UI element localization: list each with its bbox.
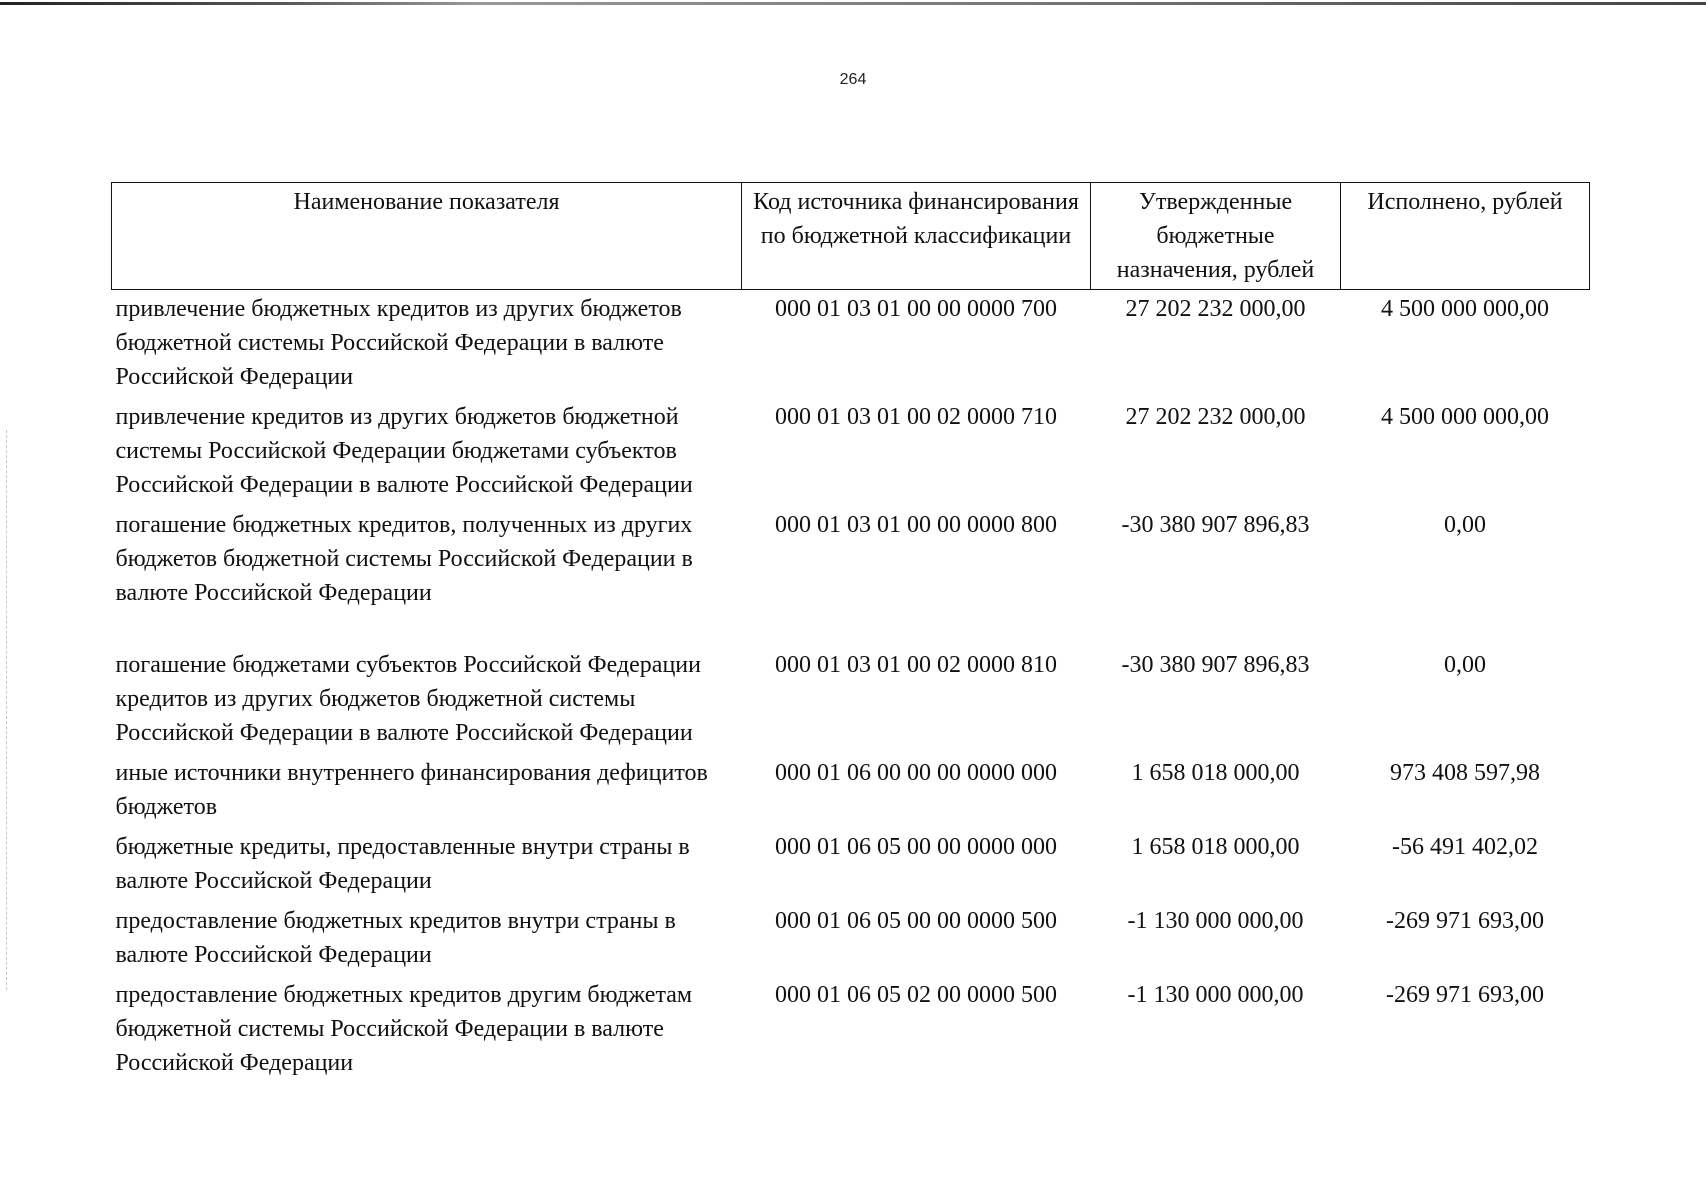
- row-executed-amount: -269 971 693,00: [1386, 982, 1544, 1008]
- row-approved-amount: 27 202 232 000,00: [1125, 296, 1306, 322]
- row-executed-amount: -56 491 402,02: [1392, 834, 1538, 860]
- budget-sources-table: [111, 182, 1590, 1084]
- row-source-code: 000 01 06 05 00 00 0000 500: [775, 908, 1057, 934]
- row-approved-amount: 1 658 018 000,00: [1131, 760, 1300, 786]
- row-source-code: 000 01 03 01 00 02 0000 810: [775, 652, 1057, 678]
- row-indicator-name: предоставление бюджетных кредитов внутри страны в валюте Российской Федерации: [115, 908, 676, 968]
- table-header: [112, 183, 1590, 290]
- row-indicator-name: погашение бюджетами субъектов Российской Федерации кредитов из других бюджетов бюджетной системы Российской Федерации в валюте Российской Федерации: [115, 652, 701, 746]
- row-indicator-name: привлечение кредитов из других бюджетов бюджетной системы Российской Федерации бюджетами субъектов Российской Федерации в валюте Российской Федерации: [115, 404, 693, 498]
- row-approved-amount: 1 658 018 000,00: [1131, 834, 1300, 860]
- row-executed-amount: 4 500 000 000,00: [1381, 296, 1549, 322]
- row-executed-amount: 0,00: [1444, 512, 1486, 538]
- row-approved-amount: -30 380 907 896,83: [1121, 652, 1310, 678]
- row-indicator-name: иные источники внутреннего финансирования дефицитов бюджетов: [115, 760, 708, 820]
- row-source-code: 000 01 03 01 00 00 0000 800: [775, 512, 1057, 538]
- page-number: 264: [839, 71, 867, 88]
- table-row: [112, 976, 1590, 1084]
- row-executed-amount: 4 500 000 000,00: [1381, 404, 1549, 430]
- row-approved-amount: 27 202 232 000,00: [1125, 404, 1306, 430]
- table-row: [112, 754, 1590, 828]
- row-source-code: 000 01 03 01 00 02 0000 710: [775, 404, 1057, 430]
- row-source-code: 000 01 03 01 00 00 0000 700: [775, 296, 1057, 322]
- row-executed-amount: 0,00: [1444, 652, 1486, 678]
- row-executed-amount: -269 971 693,00: [1386, 908, 1544, 934]
- row-approved-amount: -1 130 000 000,00: [1127, 908, 1304, 934]
- row-source-code: 000 01 06 05 00 00 0000 000: [775, 834, 1057, 860]
- row-approved-amount: -30 380 907 896,83: [1121, 512, 1310, 538]
- row-indicator-name: предоставление бюджетных кредитов другим бюджетам бюджетной системы Российской Федерации в валюте Российской Федерации: [115, 982, 693, 1076]
- table-row: [112, 398, 1590, 506]
- row-approved-amount: -1 130 000 000,00: [1127, 982, 1304, 1008]
- row-indicator-name: привлечение бюджетных кредитов из других бюджетов бюджетной системы Российской Федерации в валюте Российской Федерации: [115, 296, 682, 390]
- header-source-code: Код источника финансирования по бюджетной классификации: [742, 183, 1091, 290]
- table-row: [112, 828, 1590, 902]
- row-source-code: 000 01 06 00 00 00 0000 000: [775, 760, 1057, 786]
- table-row: [112, 506, 1590, 646]
- header-row: [112, 183, 1590, 290]
- row-indicator-name: погашение бюджетных кредитов, полученных из других бюджетов бюджетной системы Российской Федерации в валюте Российской Федерации: [115, 512, 693, 606]
- table-row: [112, 646, 1590, 754]
- header-executed-amount: Исполнено, рублей: [1341, 183, 1590, 290]
- row-executed-amount: 973 408 597,98: [1390, 760, 1540, 786]
- scan-margin-marks: [6, 430, 8, 990]
- row-source-code: 000 01 06 05 02 00 0000 500: [775, 982, 1057, 1008]
- row-indicator-name: бюджетные кредиты, предоставленные внутри страны в валюте Российской Федерации: [115, 834, 690, 894]
- header-approved-amount: Утвержденные бюджетные назначения, рублей: [1091, 183, 1341, 290]
- table-row: [112, 290, 1590, 399]
- table-row: [112, 902, 1590, 976]
- table-body: [112, 290, 1590, 1085]
- header-indicator-name: Наименование показателя: [112, 183, 742, 290]
- scan-edge-line: [0, 2, 1706, 5]
